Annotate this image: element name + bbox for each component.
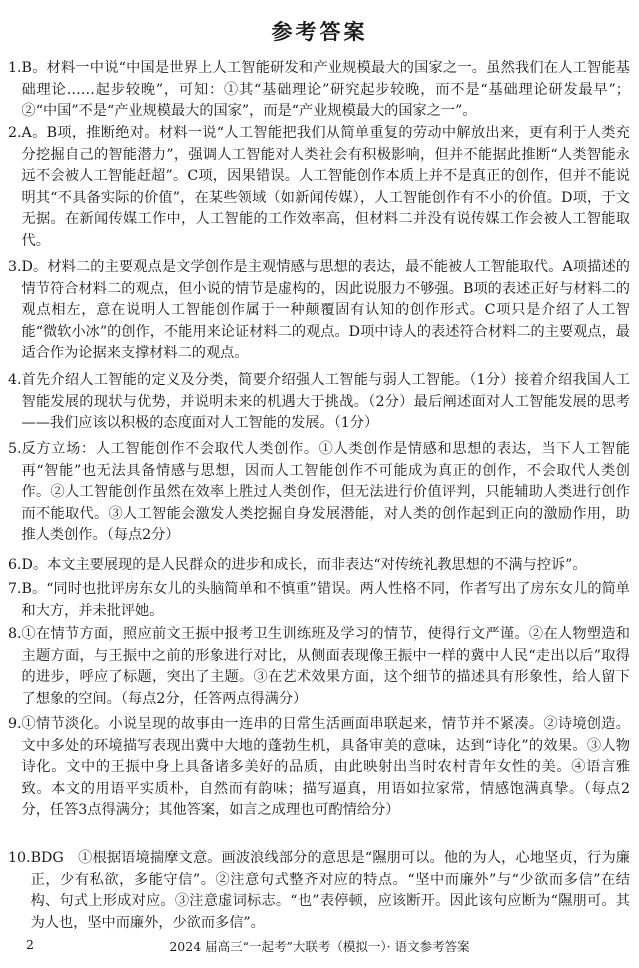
answer-number: 2. (8, 125, 22, 141)
page-number: 2 (26, 937, 34, 952)
answer-text: ①情节淡化。小说呈现的故事由一连串的日常生活画面串联起来，情节并不紧凑。②诗境创造。文中多处的环境描写表现出冀中大地的蓬勃生机，具备审美的意味，达到“诗化”的效果。③人物诗化。文中的王振中身上具备诸多美好的品质，由此映射出当时农村青年女性的美。④语言雅致。本文的用语平实质朴，自然而有韵味；描写逼真，用语如拉家常，情感饱满真挚。（每点2分，任答3点得满分；其他答案，如言之成理也可酌情给分） (21, 716, 630, 819)
answer-item-7 (8, 579, 630, 624)
answer-number: 5. (8, 441, 22, 457)
answer-item-4 (8, 370, 630, 439)
page-title: 参考答案 (271, 20, 368, 44)
answer-number: 4. (8, 372, 22, 388)
answer-number: 8. (8, 626, 22, 642)
answer-number: 1. (8, 60, 22, 76)
answer-text: D。材料二的主要观点是文学创作是主观情感与思想的表达，最不能被人工智能取代。A项描述的情节符合材料二的观点，但小说的情节是虚构的，因此说服力不够强。B项的表述正好与材料二的观点相左，意在说明人工智能创作属于一种颠覆固有认知的创作形式。C项只是介绍了人工智能“微软小冰”的创作，不能用来论证材料二的观点。D项中诗人的表述符合材料二的主要观点，最适合作为论据来支撑材料二的观点。 (21, 259, 630, 362)
answer-text: 首先介绍人工智能的定义及分类，简要介绍强人工智能与弱人工智能。（1分）接着介绍我国人工智能发展的现状与优势，并说明未来的机遇大于挑战。（2分）最后阐述面对人工智能发展的思考——我们应该以积极的态度面对人工智能的发展。（1分） (21, 372, 630, 432)
answer-text: ①在情节方面，照应前文王振中报考卫生训练班及学习的情节，使得行文严谨。②在人物塑造和主题方面，与王振中之前的形象进行对比，从侧面表现像王振中一样的冀中人民“走出以后”取得的进步，呼应了标题，突出了主题。③在艺术效果方面，这个细节的描述具有形象性，给人留下了想象的空间。（每点2分，任答两点得满分） (21, 626, 630, 707)
answer-item-10 (8, 848, 630, 936)
answer-number: 7. (8, 581, 22, 597)
answer-text: BDG ①根据语境揣摩文意。画波浪线部分的意思是“隰朋可以。他的为人，心地坚贞，行为廉正，少有私欲，多能守信”。②注意句式整齐对应的特点。“坚中而廉外”与“少欲而多信”在结构、句式上形成对应。③注意虚词标志。“也”表停顿，应该断开。因此该句应断为“隰朋可。其为人也，坚中而廉外，少欲而多信”。 (30, 850, 630, 931)
answer-number: 9. (8, 716, 22, 732)
answer-list (8, 58, 630, 936)
answer-number: 3. (8, 259, 22, 275)
answer-item-3 (8, 257, 630, 370)
answer-number: 10. (8, 850, 31, 866)
answer-item-9 (8, 714, 630, 848)
answer-text: A。B项，推断绝对。材料一说“人工智能把我们从简单重复的劳动中解放出来，更有利于人类充分挖掘自己的智能潜力”，强调人工智能对人类社会有积极影响，但并不能据此推断“人类智能永远不会被人工智能赶超”。C项，因果错误。人工智能创作本质上并不是真正的创作，但并不能说明其“不具备实际的价值”，在某些领域（如新闻传媒），人工智能创作有不小的价值。D项，于文无据。在新闻传媒工作中，人工智能的工作效率高，但材料二并没有说传媒工作会被人工智能取代。 (21, 125, 630, 249)
answer-item-2 (8, 123, 630, 257)
page-footer (0, 937, 639, 961)
footer-caption: 2024 届高三“一起考”大联考（模拟一）· 语文参考答案 (169, 939, 470, 954)
answer-text: B。“同时也批评房东女儿的头脑简单和不慎重”错误。两人性格不同，作者写出了房东女儿的简单和大方，并未批评她。 (21, 581, 630, 619)
answer-text: D。本文主要展现的是人民群众的进步和成长，而非表达“对传统礼教思想的不满与控诉”。 (21, 557, 587, 573)
answer-item-5 (8, 439, 630, 555)
answer-item-6 (8, 555, 630, 579)
answer-number: 6. (8, 557, 22, 573)
answer-text: B。材料一中说“中国是世界上人工智能研发和产业规模最大的国家之一。虽然我们在人工智能基础理论……起步较晚”，可知：①其“基础理论”研究起步较晚，而不是“基础理论研发最早”；②“中国”不是“产业规模最大的国家”，而是“产业规模最大的国家之一”。 (21, 60, 630, 120)
answer-text: 反方立场：人工智能创作不会取代人类创作。①人类创作是情感和思想的表达，当下人工智能再“智能”也无法具备情感与思想，因而人工智能创作不可能成为真正的创作，不会取代人类创作。②人工智能创作虽然在效率上胜过人类创作，但无法进行价值评判，只能辅助人类进行创作而不能取代。③人工智能会激发人类挖掘自身发展潜能，对人类的创作起到正向的激励作用，助推人类创作。（每点2分） (21, 441, 630, 544)
answer-item-1 (8, 58, 630, 123)
answer-item-8 (8, 624, 630, 714)
